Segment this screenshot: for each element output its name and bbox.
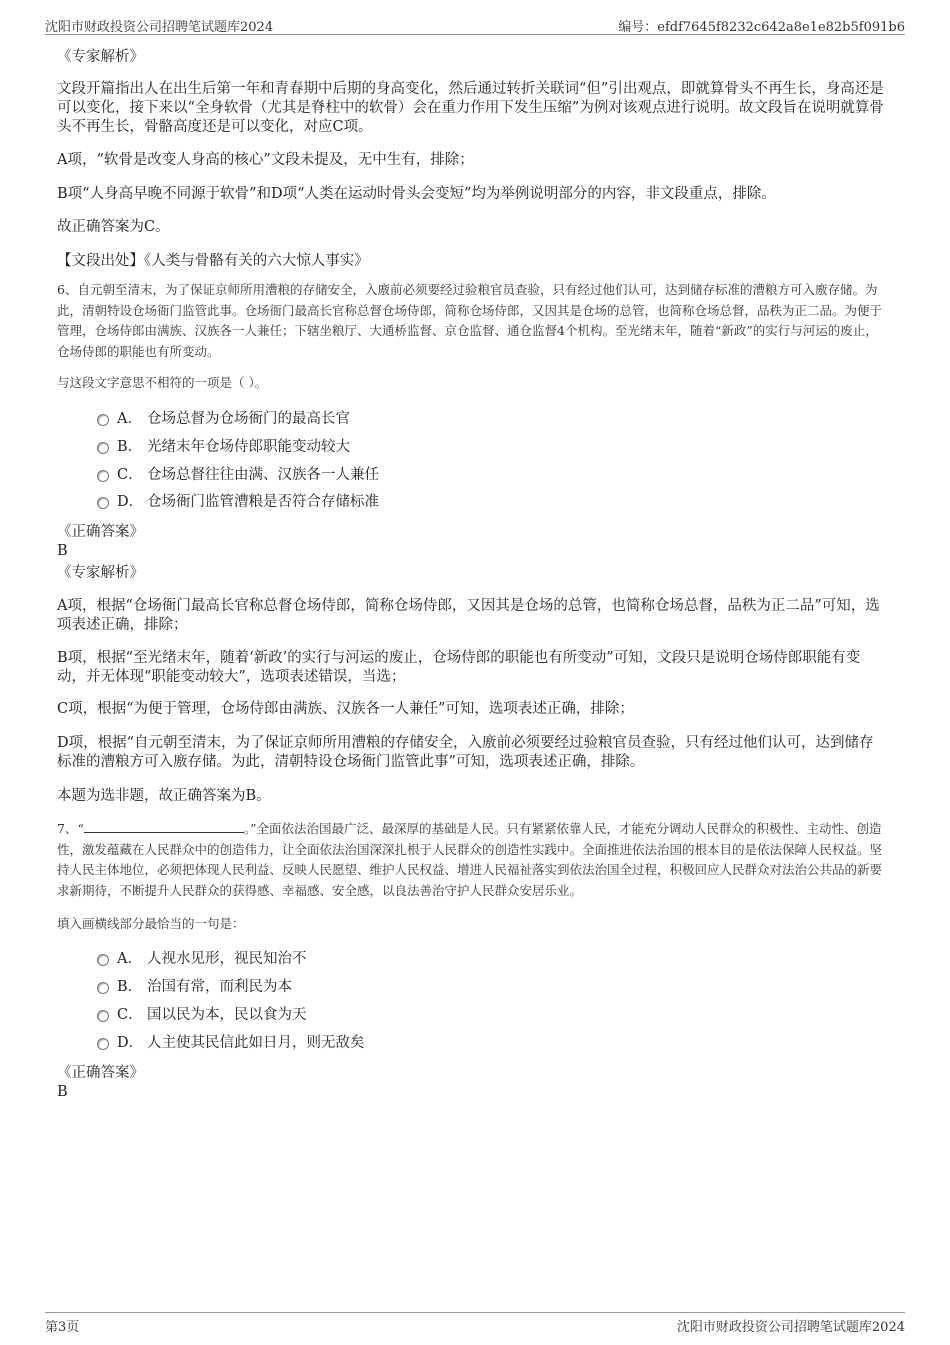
- header-serial-number: 编号：efdf7645f8232c642a8e1e82b5f091b6: [618, 20, 905, 35]
- footer-title: 沈阳市财政投资公司招聘笔试题库2024: [676, 1320, 905, 1335]
- analysis-paragraph: 文段开篇指出人在出生后第一年和青春期中后期的身高变化，然后通过转折关联词“但”引出观点，即就算骨头不再生长，身高还是可以变化，接下来以“全身软骨（尤其是脊柱中的软骨）会在重力作用下发生压缩”为例对该观点进行说明。故文段旨在说明就算骨头不再生长，骨骼高度还是可以变化，对应C项。: [57, 81, 884, 135]
- radio-button[interactable]: [97, 1010, 109, 1022]
- correct-answer-value: B: [57, 543, 68, 559]
- analysis-paragraph: D项，根据“自元朝至清末，为了保证京师所用漕粮的存储安全，入廒前必须要经过验粮官员查验，只有经过他们认可，达到储存标准的漕粮方可入廒存储。为此，清朝特设仓场衙门监管此事”可知，选项表述正确，排除。: [57, 735, 874, 770]
- analysis-paragraph: B项“人身高早晚不同源于软骨”和D项“人类在运动时骨头会变短”均为举例说明部分的内容，非文段重点，排除。: [57, 186, 776, 202]
- question-7-prompt: 填入画横线部分最恰当的一句是：: [57, 916, 245, 931]
- radio-button[interactable]: [97, 442, 109, 454]
- correct-answer-label: 《正确答案》: [57, 524, 144, 540]
- expert-analysis-label: 《专家解析》: [57, 49, 144, 65]
- radio-button[interactable]: [97, 1038, 109, 1050]
- radio-button[interactable]: [97, 954, 109, 966]
- passage-source: 【文段出处】《人类与骨骼有关的六大惊人事实》: [57, 253, 369, 269]
- page-footer: [45, 1312, 905, 1335]
- correct-answer-label: 《正确答案》: [57, 1065, 144, 1081]
- radio-button[interactable]: [97, 982, 109, 994]
- expert-analysis-label: 《专家解析》: [57, 565, 144, 581]
- analysis-paragraph: A项，根据“仓场衙门最高长官称总督仓场侍郎，简称仓场侍郎，又因其是仓场的总管，也简称仓场总督，品秩为正二品”可知，选项表述正确，排除；: [57, 598, 880, 633]
- analysis-paragraph: C项，根据“为便于管理，仓场侍郎由满族、汉族各一人兼任”可知，选项表述正确，排除；: [57, 701, 634, 717]
- question-7-passage: 7、“ 。”全面依法治国最广泛、最深厚的基础是人民。只有紧紧依靠人民，才能充分调动人民群众的积极性、主动性、创造性，激发蕴藏在人民群众中的创造伟力，让全面依法治国深深扎根于人民群众的创造性实践中。全面推进依法治国的根本目的是依法保障人民权益。坚持人民主体地位，必须把体现人民利益、反映人民愿望、维护人民权益、增进人民福祉落实到依法治国全过程，积极回应人民群众对法治公共品的新要求新期待，不断提升人民群众的获得感、幸福感、安全感，以良法善治守护人民群众安居乐业。: [57, 821, 883, 898]
- radio-button[interactable]: [97, 497, 109, 509]
- question-6-prompt: 与这段文字意思不相符的一项是（ ）。: [57, 375, 268, 390]
- header-title: 沈阳市财政投资公司招聘笔试题库2024: [45, 20, 274, 35]
- radio-button[interactable]: [97, 470, 109, 482]
- analysis-conclusion: 本题为选非题，故正确答案为B。: [57, 788, 271, 804]
- fill-in-blank: [84, 820, 244, 833]
- page-header: [45, 12, 905, 35]
- analysis-paragraph: A项，“软骨是改变人身高的核心”文段未提及，无中生有，排除；: [57, 152, 474, 168]
- radio-button[interactable]: [97, 414, 109, 426]
- correct-answer-value: B: [57, 1084, 68, 1100]
- page-number: 第3页: [45, 1320, 80, 1335]
- analysis-conclusion: 故正确答案为C。: [57, 219, 170, 235]
- analysis-paragraph: B项，根据“至光绪末年，随着‘新政’的实行与河运的废止，仓场侍郎的职能也有所变动”可知，文段只是说明仓场侍郎职能有变动，并无体现“职能变动较大”，选项表述错误，当选；: [57, 650, 861, 685]
- question-6-passage: 6、自元朝至清末，为了保证京师所用漕粮的存储安全，入廒前必须要经过验粮官员查验，只有经过他们认可，达到储存标准的漕粮方可入廒存储。为此，清朝特设仓场衙门监管此事。仓场衙门最高长官称总督仓场侍郎，简称仓场侍郎，又因其是仓场的总管，也简称仓场总督，品秩为正二品。为便于管理，仓场侍郎由满族、汉族各一人兼任；下辖坐粮厅、大通桥监督、京仓监督、通仓监督4个机构。至光绪末年，随着“新政”的实行与河运的废止，仓场侍郎的职能也有所变动。: [57, 282, 883, 359]
